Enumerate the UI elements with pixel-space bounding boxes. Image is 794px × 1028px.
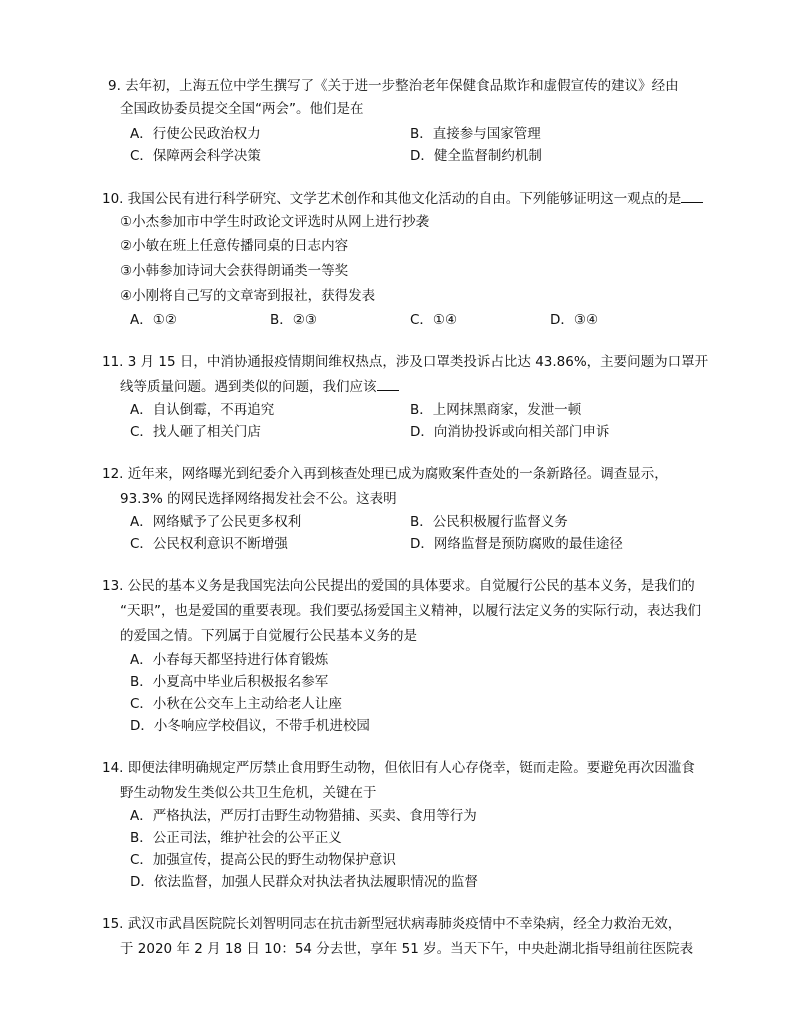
- question-13-option-c[interactable]: C．小秋在公交车上主动给老人让座: [130, 696, 342, 712]
- question-14-stem-line-1: 14. 即便法律明确规定严厉禁止食用野生动物，但依旧有人心存侥幸，铤而走险。要避免再次因滥食: [102, 760, 695, 776]
- question-10-stem-text: 10. 我国公民有进行科学研究、文学艺术创作和其他文化活动的自由。下列能够证明这一观点的是: [102, 191, 682, 207]
- question-9-stem-line-1: 9. 去年初，上海五位中学生撰写了《关于进一步整治老年保健食品欺诈和虚假宣传的建议》经由: [108, 78, 679, 94]
- question-11-option-a[interactable]: A．自认倒霉，不再追究: [130, 402, 275, 418]
- question-10-statement-2: ②小敏在班上任意传播同桌的日志内容: [120, 238, 349, 254]
- question-9-option-d[interactable]: D．健全监督制约机制: [410, 148, 542, 164]
- question-9-option-c[interactable]: C．保障两会科学决策: [130, 148, 261, 164]
- question-12-stem-line-2: 93.3% 的网民选择网络揭发社会不公。这表明: [120, 491, 397, 507]
- question-14-option-c[interactable]: C．加强宣传，提高公民的野生动物保护意识: [130, 852, 396, 868]
- question-13-stem-line-3: 的爱国之情。下列属于自觉履行公民基本义务的是: [120, 628, 417, 644]
- question-10-option-a[interactable]: A．①②: [130, 312, 177, 328]
- question-15-stem-line-1: 15. 武汉市武昌医院院长刘智明同志在抗击新型冠状病毒肺炎疫情中不幸染病，经全力救治无效，: [102, 916, 682, 932]
- question-13-stem-line-1: 13. 公民的基本义务是我国宪法向公民提出的爱国的具体要求。自觉履行公民的基本义务，是我们的: [102, 578, 695, 594]
- question-14-option-b[interactable]: B．公正司法，维护社会的公平正义: [130, 830, 342, 846]
- question-11-stem-text: 线等质量问题。遇到类似的问题，我们应该: [120, 379, 377, 395]
- question-11-option-b[interactable]: B．上网抹黑商家，发泄一顿: [410, 402, 582, 418]
- question-12-option-c[interactable]: C．公民权利意识不断增强: [130, 536, 288, 552]
- answer-blank: [377, 376, 399, 391]
- question-10-statement-1: ①小杰参加市中学生时政论文评选时从网上进行抄袭: [120, 214, 430, 230]
- question-13-stem-line-2: “天职”，也是爱国的重要表现。我们要弘扬爱国主义精神，以履行法定义务的实际行动，表达我们: [120, 603, 701, 619]
- question-9-option-a[interactable]: A．行使公民政治权力: [130, 126, 261, 142]
- question-14-option-a[interactable]: A．严格执法，严厉打击野生动物猎捕、买卖、食用等行为: [130, 808, 477, 824]
- question-13-option-a[interactable]: A．小春每天都坚持进行体育锻炼: [130, 652, 329, 668]
- question-10-option-b[interactable]: B．②③: [270, 312, 317, 328]
- question-10-statement-3: ③小韩参加诗词大会获得朗诵类一等奖: [120, 263, 349, 279]
- question-11-stem-line-1: 11. 3 月 15 日，中消协通报疫情期间维权热点，涉及口罩类投诉占比达 43.86%，主要问题为口罩开: [102, 354, 709, 370]
- question-12-option-a[interactable]: A．网络赋予了公民更多权利: [130, 514, 302, 530]
- question-14-stem-line-2: 野生动物发生类似公共卫生危机，关键在于: [120, 785, 377, 801]
- question-10-option-d[interactable]: D．③④: [550, 312, 599, 328]
- question-13-option-b[interactable]: B．小夏高中毕业后积极报名参军: [130, 674, 329, 690]
- question-12-stem-line-1: 12. 近年来，网络曝光到纪委介入再到核查处理已成为腐败案件查处的一条新路径。调查显示，: [102, 466, 668, 482]
- question-10-stem-line-1: [102, 188, 703, 209]
- question-9-option-b[interactable]: B．直接参与国家管理: [410, 126, 541, 142]
- question-13-option-d[interactable]: D．小冬响应学校倡议，不带手机进校园: [130, 718, 370, 734]
- question-11-stem-line-2: [120, 376, 399, 397]
- question-11-option-d[interactable]: D．向消协投诉或向相关部门申诉: [410, 424, 610, 440]
- question-10-statement-4: ④小刚将自己写的文章寄到报社，获得发表: [120, 288, 376, 304]
- question-9-stem-line-2: 全国政协委员提交全国“两会”。他们是在: [120, 101, 364, 117]
- question-10-option-c[interactable]: C．①④: [410, 312, 458, 328]
- question-11-option-c[interactable]: C．找人砸了相关门店: [130, 424, 261, 440]
- question-15-stem-line-2: 于 2020 年 2 月 18 日 10：54 分去世，享年 51 岁。当天下午，中央赴湖北指导组前往医院表: [120, 941, 694, 957]
- question-12-option-d[interactable]: D．网络监督是预防腐败的最佳途径: [410, 536, 623, 552]
- question-14-option-d[interactable]: D．依法监督，加强人民群众对执法者执法履职情况的监督: [130, 874, 478, 890]
- question-12-option-b[interactable]: B．公民积极履行监督义务: [410, 514, 568, 530]
- answer-blank: [681, 188, 703, 203]
